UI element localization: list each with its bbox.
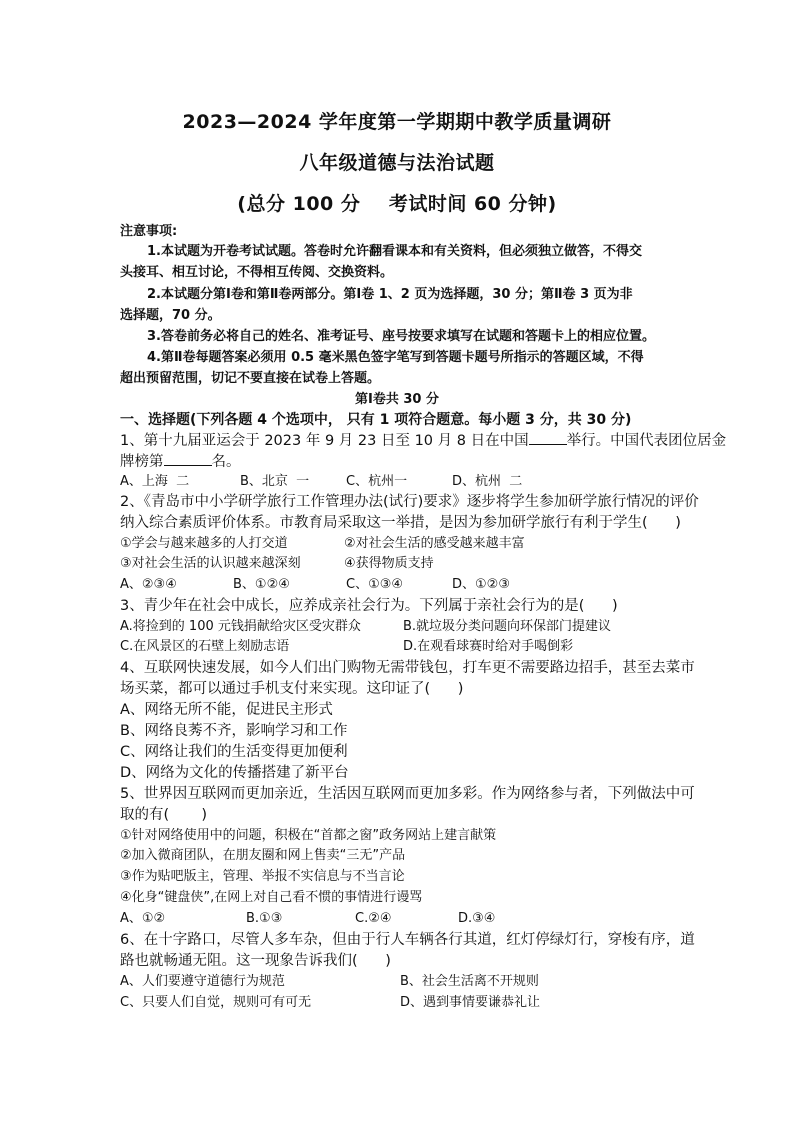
note-3: 3.答卷前务必将自己的姓名、准考证号、座号按要求填写在试题和答题卡上的相应位置。 — [147, 329, 655, 344]
note-2-line-1: 2.本试题分第Ⅰ卷和第Ⅱ卷两部分。第Ⅰ卷 1、2 页为选择题，30 分；第Ⅱ卷 3 页为非 — [147, 287, 633, 302]
q2-option-a: A、②③④ — [120, 577, 177, 592]
note-4-line-1: 4.第Ⅱ卷每题答案必须用 0.5 毫米黑色签字笔写到答题卡题号所指示的答题区域，不得 — [147, 350, 644, 365]
q5-option-d: D.③④ — [458, 911, 496, 926]
q1-option-a: A、上海 二 — [120, 474, 190, 489]
question-4-stem-line-1: 4、互联网快速发展，如今人们出门购物无需带钱包，打车更不需要路边招手，甚至去菜市 — [120, 660, 695, 676]
q2-item-3: ③对社会生活的认识越来越深刻 — [120, 556, 301, 571]
q6-option-d: D、遇到事情要谦恭礼让 — [400, 995, 541, 1010]
question-4-stem-line-2: 场买菜，都可以通过手机支付来实现。这印证了( ) — [120, 681, 464, 697]
q1-blank-1 — [529, 430, 567, 445]
q1-option-c: C、杭州一 — [346, 474, 408, 489]
question-2-stem-line-2: 纳入综合素质评价体系。市教育局采取这一举措，是因为参加研学旅行有利于学生( ) — [120, 515, 681, 531]
q3-option-d: D.在观看球赛时给对手喝倒彩 — [403, 639, 574, 654]
q6-option-c: C、只要人们自觉，规则可有可无 — [120, 995, 312, 1010]
q2-item-1: ①学会与越来越多的人打交道 — [120, 536, 288, 551]
exam-score-time: (总分 100 分 考试时间 60 分钟) — [237, 193, 557, 215]
exam-subtitle: 八年级道德与法治试题 — [299, 152, 495, 174]
exam-title: 2023—2024 学年度第一学期期中教学质量调研 — [182, 111, 612, 133]
q5-item-3: ③作为贴吧版主，管理、举报不实信息与不当言论 — [120, 869, 405, 884]
notes-heading: 注意事项: — [120, 224, 178, 239]
q3-option-a: A.将捡到的 100 元钱捐献给灾区受灾群众 — [120, 619, 361, 634]
q3-option-c: C.在风景区的石壁上刻励志语 — [120, 639, 290, 654]
q1-stem-part-c: 牌榜第 — [120, 454, 164, 470]
note-1-line-1: 1.本试题为开卷考试试题。答卷时允许翻看课本和有关资料，但必须独立做答，不得交 — [147, 244, 642, 259]
q5-option-b: B.①③ — [246, 911, 283, 926]
question-6-stem-line-2: 路也就畅通无阻。这一现象告诉我们( ) — [120, 953, 391, 969]
q2-option-c: C、①③④ — [346, 577, 404, 592]
q5-item-2: ②加入微商团队，在朋友圈和网上售卖“三无”产品 — [120, 848, 406, 863]
q2-item-2: ②对社会生活的感受越来越丰富 — [344, 536, 525, 551]
question-5-stem-line-2: 取的有( ) — [120, 807, 208, 823]
note-4-line-2: 超出预留范围，切记不要直接在试卷上答题。 — [120, 371, 381, 386]
question-3-stem: 3、青少年在社会中成长，应养成亲社会行为。下列属于亲社会行为的是( ) — [120, 598, 618, 614]
q1-option-b: B、北京 一 — [240, 474, 310, 489]
q5-item-1: ①针对网络使用中的问题，积极在“首都之窗”政务网站上建言献策 — [120, 828, 497, 843]
q5-item-4: ④化身“键盘侠”,在网上对自己看不惯的事情进行谩骂 — [120, 890, 423, 905]
question-2-stem-line-1: 2、《青岛市中小学研学旅行工作管理办法(试行)要求》逐步将学生参加研学旅行情况的评价 — [120, 494, 699, 510]
q1-stem-part-b: 举行。中国代表团位居金 — [566, 433, 727, 449]
q2-option-b: B、①②④ — [233, 577, 290, 592]
question-1-stem-line-2 — [120, 451, 241, 472]
note-1-line-2: 头接耳、相互讨论，不得相互传阅、交换资料。 — [120, 265, 394, 280]
q1-stem-part-a: 1、第十九届亚运会于 2023 年 9 月 23 日至 10 月 8 日在中国 — [120, 433, 529, 449]
q4-option-b: B、网络良莠不齐，影响学习和工作 — [120, 723, 348, 739]
question-6-stem-line-1: 6、在十字路口，尽管人多车杂，但由于行人车辆各行其道，红灯停绿灯行，穿梭有序，道 — [120, 932, 695, 948]
q2-item-4: ④获得物质支持 — [344, 556, 434, 571]
part-title: 第Ⅰ卷共 30 分 — [355, 392, 439, 407]
q5-option-c: C.②④ — [355, 911, 392, 926]
question-5-stem-line-1: 5、世界因互联网而更加亲近，生活因互联网而更加多彩。作为网络参与者，下列做法中可 — [120, 786, 695, 802]
q1-stem-part-d: 名。 — [211, 454, 241, 470]
q2-option-d: D、①②③ — [452, 577, 510, 592]
q6-option-b: B、社会生活离不开规则 — [400, 974, 539, 989]
q3-option-b: B.就垃圾分类问题向环保部门提建议 — [403, 619, 612, 634]
q4-option-c: C、网络让我们的生活变得更加便利 — [120, 744, 348, 760]
q6-option-a: A、人们要遵守道德行为规范 — [120, 974, 285, 989]
q4-option-a: A、网络无所不能，促进民主形式 — [120, 702, 333, 718]
note-2-line-2: 选择题，70 分。 — [120, 308, 221, 323]
question-1-stem — [120, 430, 726, 451]
q4-option-d: D、网络为文化的传播搭建了新平台 — [120, 765, 349, 781]
section-heading: 一、选择题(下列各题 4 个选项中， 只有 1 项符合题意。每小题 3 分，共 30 分) — [120, 412, 632, 428]
q1-option-d: D、杭州 二 — [452, 474, 523, 489]
q1-blank-2 — [164, 451, 212, 466]
q5-option-a: A、①② — [120, 911, 166, 926]
